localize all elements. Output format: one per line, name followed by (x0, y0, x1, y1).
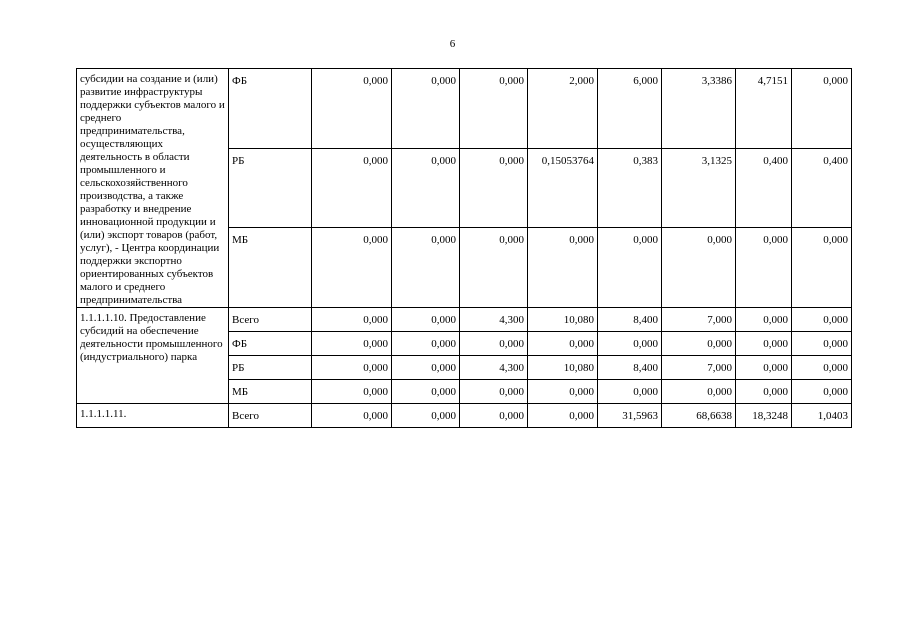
value-cell: 0,000 (662, 228, 736, 308)
value-cell: 7,000 (662, 308, 736, 332)
value-cell: 10,080 (528, 308, 598, 332)
value-cell: 0,000 (392, 380, 460, 404)
funding-source-cell: РБ (229, 356, 312, 380)
value-cell: 6,000 (598, 69, 662, 149)
value-cell: 0,000 (598, 228, 662, 308)
value-cell: 0,000 (460, 380, 528, 404)
value-cell: 0,000 (392, 356, 460, 380)
value-cell: 0,000 (528, 332, 598, 356)
funding-source-cell: МБ (229, 228, 312, 308)
row-name-cell: 1.1.1.1.10. Предоставление субсидий на обеспечение деятельности промышленного (индустриального) парка (77, 308, 229, 404)
value-cell: 0,000 (392, 148, 460, 228)
value-cell: 10,080 (528, 356, 598, 380)
funding-source-cell: МБ (229, 380, 312, 404)
value-cell: 3,3386 (662, 69, 736, 149)
value-cell: 2,000 (528, 69, 598, 149)
table-row (77, 308, 852, 332)
value-cell: 0,000 (312, 228, 392, 308)
value-cell: 0,000 (662, 332, 736, 356)
value-cell: 68,6638 (662, 404, 736, 428)
value-cell: 0,000 (528, 404, 598, 428)
value-cell: 0,000 (528, 380, 598, 404)
value-cell: 7,000 (662, 356, 736, 380)
table-row (77, 69, 852, 149)
value-cell: 0,000 (736, 332, 792, 356)
value-cell: 4,7151 (736, 69, 792, 149)
value-cell: 0,000 (312, 148, 392, 228)
value-cell: 8,400 (598, 356, 662, 380)
value-cell: 0,000 (736, 228, 792, 308)
value-cell: 0,000 (312, 69, 392, 149)
value-cell: 4,300 (460, 308, 528, 332)
value-cell: 0,000 (528, 228, 598, 308)
table-body (77, 69, 852, 428)
table-row (77, 404, 852, 428)
value-cell: 0,000 (460, 228, 528, 308)
funding-source-cell: ФБ (229, 332, 312, 356)
value-cell: 0,000 (312, 404, 392, 428)
value-cell: 18,3248 (736, 404, 792, 428)
value-cell: 0,000 (392, 308, 460, 332)
value-cell: 0,000 (792, 380, 852, 404)
value-cell: 0,000 (736, 308, 792, 332)
budget-table (76, 68, 852, 428)
value-cell: 0,000 (736, 356, 792, 380)
value-cell: 0,000 (460, 69, 528, 149)
funding-source-cell: РБ (229, 148, 312, 228)
value-cell: 0,000 (460, 404, 528, 428)
value-cell: 0,000 (392, 228, 460, 308)
value-cell: 0,383 (598, 148, 662, 228)
value-cell: 0,000 (598, 332, 662, 356)
value-cell: 0,000 (312, 356, 392, 380)
value-cell: 0,000 (460, 148, 528, 228)
row-name-cell: 1.1.1.1.11. (77, 404, 229, 428)
funding-source-cell: Всего (229, 404, 312, 428)
value-cell: 0,000 (792, 308, 852, 332)
value-cell: 31,5963 (598, 404, 662, 428)
value-cell: 0,000 (312, 308, 392, 332)
value-cell: 4,300 (460, 356, 528, 380)
value-cell: 0,000 (792, 332, 852, 356)
value-cell: 8,400 (598, 308, 662, 332)
value-cell: 1,0403 (792, 404, 852, 428)
funding-source-cell: ФБ (229, 69, 312, 149)
value-cell: 0,000 (662, 380, 736, 404)
value-cell: 0,000 (598, 380, 662, 404)
value-cell: 0,000 (312, 332, 392, 356)
page-number: 6 (449, 38, 456, 50)
value-cell: 3,1325 (662, 148, 736, 228)
value-cell: 0,000 (392, 332, 460, 356)
value-cell: 0,000 (792, 356, 852, 380)
value-cell: 0,000 (792, 228, 852, 308)
value-cell: 0,400 (736, 148, 792, 228)
row-name-cell: субсидии на создание и (или) развитие инфраструктуры поддержки субъектов малого и среднего предпринимательства, осуществляющих деятельность в области промышленного и сельскохозяйственного производства, а также разработку и внедрение инновационной продукции и (или) экспорт товаров (работ, услуг), - Центра координации поддержки экспортно ориентированных субъектов малого и среднего предпринимательства (77, 69, 229, 308)
value-cell: 0,000 (392, 404, 460, 428)
value-cell: 0,000 (792, 69, 852, 149)
funding-source-cell: Всего (229, 308, 312, 332)
value-cell: 0,000 (392, 69, 460, 149)
value-cell: 0,15053764 (528, 148, 598, 228)
value-cell: 0,000 (736, 380, 792, 404)
value-cell: 0,400 (792, 148, 852, 228)
value-cell: 0,000 (312, 380, 392, 404)
value-cell: 0,000 (460, 332, 528, 356)
